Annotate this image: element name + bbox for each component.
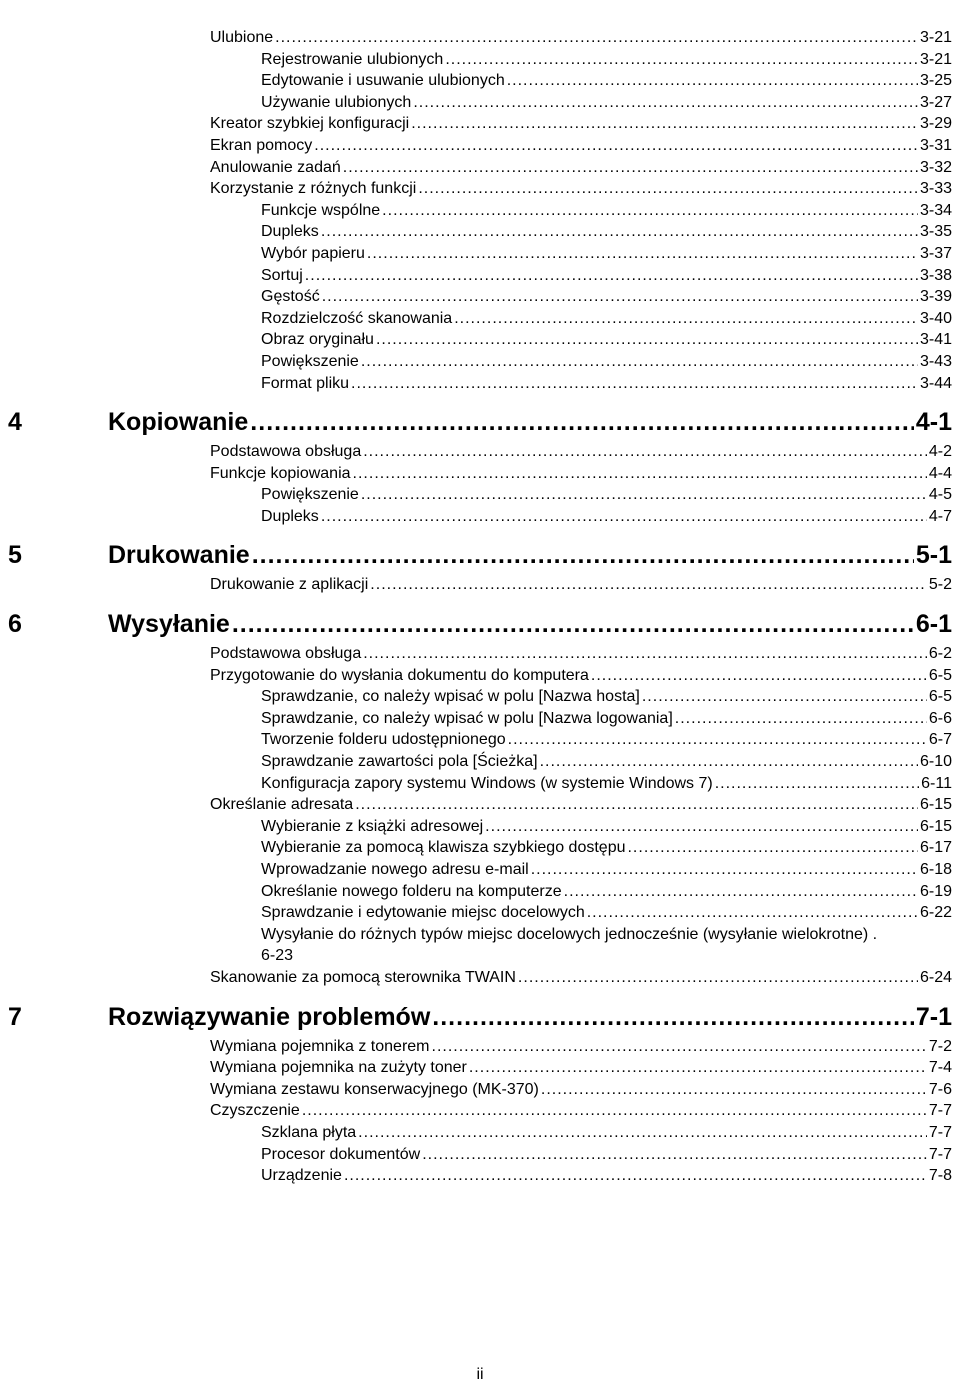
toc-entry[interactable]: [261, 243, 952, 265]
dot-leader: [418, 178, 918, 200]
chapter-title: Drukowanie: [108, 541, 250, 570]
toc-entry-page: 6-2: [928, 645, 952, 663]
toc-entry-page: 7-7: [928, 1102, 952, 1120]
toc-entry-page: 3-40: [919, 309, 952, 327]
toc-entry[interactable]: [261, 92, 952, 114]
toc-entry[interactable]: [210, 113, 952, 135]
toc-entry-page: 3-33: [919, 180, 952, 198]
toc-entry-page: 3-21: [919, 50, 952, 68]
dot-leader: [627, 837, 917, 859]
toc-entry-page: 7-8: [928, 1167, 952, 1185]
toc-entry-page: 3-44: [919, 374, 952, 392]
chapter-heading[interactable]: [8, 405, 952, 439]
toc-entry[interactable]: [261, 773, 952, 795]
toc-entry-page: 3-35: [919, 223, 952, 241]
toc-entry-page: 3-29: [919, 115, 952, 133]
toc-entry[interactable]: [210, 1079, 952, 1101]
dot-leader: [422, 1144, 927, 1166]
toc-entry-title: Rozdzielczość skanowania: [261, 309, 453, 327]
dot-leader: [314, 135, 918, 157]
toc-entry-page: 6-24: [919, 968, 952, 986]
dot-leader: [343, 157, 918, 179]
toc-entry-page: 6-10: [919, 753, 952, 771]
toc-entry-title: Sprawdzanie i edytowanie miejsc docelowych: [261, 904, 585, 922]
toc-entry-title: Sprawdzanie zawartości pola [Ścieżka]: [261, 753, 538, 771]
toc-entry-title: Ulubione: [210, 29, 274, 46]
chapter-number: 4: [8, 408, 22, 437]
toc-entry-title: Wprowadzanie nowego adresu e-mail: [261, 861, 529, 878]
dot-leader: [363, 441, 927, 463]
dot-leader: [344, 1165, 927, 1187]
toc-entry-page: 3-31: [919, 136, 952, 154]
dot-leader: [469, 1057, 927, 1079]
toc-entry-title: Obraz oryginału: [261, 331, 374, 349]
toc-entry-page: 3-21: [919, 29, 952, 46]
toc-entry[interactable]: [261, 881, 952, 903]
chapter-heading[interactable]: [8, 1000, 952, 1034]
toc-entry[interactable]: [261, 751, 952, 773]
toc-entry-page: 7-4: [928, 1059, 952, 1077]
toc-entry[interactable]: [210, 135, 952, 157]
toc-entry-title: Określanie adresata: [210, 796, 354, 814]
toc-entry-title: Przygotowanie do wysłania dokumentu do komputera: [210, 666, 589, 684]
dot-leader: [376, 329, 918, 351]
chapter-title: Wysyłanie: [108, 610, 230, 639]
dot-leader: [518, 967, 918, 989]
toc-entry-page: 6-5: [928, 666, 952, 684]
toc-entry[interactable]: [261, 373, 952, 395]
toc-entry[interactable]: [261, 708, 952, 730]
dot-leader: [305, 265, 918, 287]
toc-entry[interactable]: [210, 643, 952, 665]
toc-entry[interactable]: [261, 1122, 952, 1144]
toc-entry-page: 4-4: [928, 464, 952, 482]
toc-entry[interactable]: [210, 1036, 952, 1058]
toc-entry[interactable]: [210, 574, 952, 596]
toc-entry-page: 6-15: [919, 817, 952, 835]
toc-entry-title: Funkcje kopiowania: [210, 464, 351, 482]
toc-entry-page: 3-37: [919, 244, 952, 262]
toc-entry-page: 6-6: [928, 709, 952, 727]
toc-entry-title: Wymiana pojemnika na zużyty toner: [210, 1059, 467, 1077]
chapter-title: Rozwiązywanie problemów: [108, 1002, 431, 1031]
toc-entry-title: Korzystanie z różnych funkcji: [210, 180, 417, 198]
chapter-number: 5: [8, 541, 22, 570]
page-number: ii: [476, 1366, 484, 1383]
toc-entry-title: Sprawdzanie, co należy wpisać w polu [Nazwa logowania]: [261, 709, 673, 727]
dot-leader: [321, 506, 927, 528]
dot-leader: [432, 1000, 914, 1034]
toc-entry-page: 6-15: [919, 796, 952, 814]
toc-entry-page: 3-39: [919, 288, 952, 306]
toc-entry-title: Anulowanie zadań: [210, 158, 341, 176]
toc-entry[interactable]: [210, 1100, 952, 1122]
table-of-contents: [0, 27, 960, 1187]
dot-leader: [540, 751, 918, 773]
toc-entry[interactable]: [261, 924, 952, 967]
chapter-heading[interactable]: [8, 538, 952, 572]
toc-entry-title: Skanowanie za pomocą sterownika TWAIN: [210, 968, 516, 986]
toc-entry-page: 7-6: [928, 1080, 952, 1098]
toc-entry[interactable]: [210, 27, 952, 49]
dot-leader: [353, 463, 927, 485]
toc-entry-title: Używanie ulubionych: [261, 93, 412, 111]
toc-entry[interactable]: [261, 329, 952, 351]
dot-leader: [564, 881, 918, 903]
dot-leader: [361, 351, 918, 373]
toc-entry[interactable]: [261, 221, 952, 243]
toc-entry-title: Wymiana zestawu konserwacyjnego (MK-370): [210, 1080, 539, 1098]
toc-entry-page: 7-7: [928, 1145, 952, 1163]
toc-entry[interactable]: [210, 157, 952, 179]
dot-leader: [541, 1079, 927, 1101]
toc-entry[interactable]: [261, 351, 952, 373]
toc-entry-title: Procesor dokumentów: [261, 1145, 421, 1163]
toc-entry-title: Wybieranie z książki adresowej: [261, 817, 484, 835]
dot-leader: [507, 70, 918, 92]
dot-leader: [432, 1036, 927, 1058]
toc-entry[interactable]: [210, 665, 952, 687]
toc-entry[interactable]: [261, 70, 952, 92]
dot-leader: [413, 92, 918, 114]
toc-entry-title: Dupleks: [261, 223, 319, 241]
toc-entry[interactable]: [261, 308, 952, 330]
toc-entry[interactable]: [261, 1165, 952, 1187]
toc-entry[interactable]: [210, 1057, 952, 1079]
dot-leader: [355, 794, 918, 816]
toc-entry[interactable]: [261, 859, 952, 881]
toc-entry[interactable]: [261, 200, 952, 222]
toc-entry[interactable]: [261, 484, 952, 506]
toc-entry-page: 4-2: [928, 443, 952, 461]
toc-entry-page: 6-7: [928, 731, 952, 749]
dot-leader: [351, 373, 918, 395]
toc-entry-title: Kreator szybkiej konfiguracji: [210, 115, 410, 133]
toc-entry-title: Funkcje wspólne: [261, 201, 381, 219]
toc-entry-page: 3-27: [919, 93, 952, 111]
chapter-number: 7: [8, 1002, 22, 1031]
dot-leader: [382, 200, 918, 222]
toc-entry[interactable]: [210, 178, 952, 200]
toc-entry[interactable]: [261, 686, 952, 708]
toc-entry-title: Wybieranie za pomocą klawisza szybkiego dostępu: [261, 839, 626, 857]
toc-entry[interactable]: [261, 1144, 952, 1166]
chapter-page: 4-1: [915, 408, 952, 437]
toc-entry-page: 6-5: [928, 688, 952, 706]
toc-entry-page: 6-17: [919, 839, 952, 857]
dot-leader: [675, 708, 927, 730]
chapter-title: Kopiowanie: [108, 408, 249, 437]
toc-entry-title: Podstawowa obsługa: [210, 645, 362, 663]
toc-entry-page: 7-7: [928, 1123, 952, 1141]
toc-entry-page: 6-19: [919, 882, 952, 900]
toc-entry-title: Określanie nowego folderu na komputerze: [261, 882, 562, 900]
toc-entry[interactable]: [210, 967, 952, 989]
dot-leader: [485, 816, 918, 838]
toc-entry-title: Powiększenie: [261, 486, 359, 504]
dot-leader: [358, 1122, 927, 1144]
chapter-heading[interactable]: [8, 607, 952, 641]
toc-entry-title: Rejestrowanie ulubionych: [261, 50, 444, 68]
dot-leader: [591, 665, 927, 687]
toc-entry[interactable]: [261, 265, 952, 287]
dot-leader: [252, 538, 914, 572]
toc-entry-title: Sprawdzanie, co należy wpisać w polu [Nazwa hosta]: [261, 688, 640, 706]
dot-leader: [361, 484, 927, 506]
dot-leader: [715, 773, 919, 795]
toc-entry-title: Szklana płyta: [261, 1123, 357, 1141]
toc-entry-title: Sortuj: [261, 266, 303, 284]
dot-leader: [250, 405, 914, 439]
chapter-page: 6-1: [915, 610, 952, 639]
dot-leader: [445, 49, 918, 71]
toc-entry-page: 5-2: [928, 576, 952, 594]
toc-entry-page: 4-7: [928, 507, 952, 525]
chapter-page: 7-1: [915, 1002, 952, 1031]
toc-entry[interactable]: [261, 902, 952, 924]
dot-leader: [587, 902, 918, 924]
toc-entry-page: 6-22: [919, 904, 952, 922]
dot-leader: [367, 243, 918, 265]
toc-entry[interactable]: [210, 463, 952, 485]
toc-entry[interactable]: [210, 441, 952, 463]
toc-entry[interactable]: [261, 837, 952, 859]
toc-entry-title: Dupleks: [261, 507, 319, 525]
toc-entry-title: Wybór papieru: [261, 244, 365, 262]
dot-leader: [531, 859, 918, 881]
dot-leader: [275, 27, 918, 49]
dot-leader: [321, 221, 918, 243]
toc-entry[interactable]: [261, 49, 952, 71]
toc-entry-page: 6-23: [261, 947, 294, 965]
toc-entry[interactable]: [210, 794, 952, 816]
toc-entry[interactable]: [261, 816, 952, 838]
toc-entry-title: Tworzenie folderu udostępnionego: [261, 731, 506, 749]
dot-leader: [508, 729, 927, 751]
toc-entry-page: 7-2: [928, 1037, 952, 1055]
toc-entry-page: 6-18: [919, 861, 952, 878]
toc-entry[interactable]: [261, 506, 952, 528]
dot-leader: [454, 308, 918, 330]
toc-entry[interactable]: [261, 729, 952, 751]
dot-leader: [232, 607, 914, 641]
toc-entry-page: 3-38: [919, 266, 952, 284]
chapter-page: 5-1: [915, 541, 952, 570]
toc-entry-title: Gęstość: [261, 288, 320, 306]
toc-entry[interactable]: [261, 286, 952, 308]
toc-entry-title: Konfiguracja zapory systemu Windows (w systemie Windows 7): [261, 774, 713, 792]
dot-leader: [322, 286, 918, 308]
toc-entry-title: Wymiana pojemnika z tonerem: [210, 1037, 430, 1055]
toc-entry-title: Urządzenie: [261, 1167, 342, 1185]
toc-entry-page: 6-11: [921, 774, 952, 792]
toc-entry-title: Powiększenie: [261, 352, 359, 370]
toc-entry-page: 3-43: [919, 352, 952, 370]
toc-entry-page: 3-32: [919, 158, 952, 176]
toc-entry-page: 3-25: [919, 72, 952, 90]
toc-entry-title: Ekran pomocy: [210, 136, 313, 154]
toc-entry-page: 4-5: [928, 486, 952, 504]
dot-leader: [302, 1100, 927, 1122]
toc-entry-page: 3-41: [919, 331, 952, 349]
toc-entry-title: Czyszczenie: [210, 1102, 300, 1120]
chapter-number: 6: [8, 610, 22, 639]
dot-leader: [370, 574, 927, 596]
toc-entry-title: Wysyłanie do różnych typów miejsc docelowych jednocześnie (wysyłanie wielokrotne) .: [261, 925, 878, 943]
toc-entry-title: Format pliku: [261, 374, 350, 392]
dot-leader: [363, 643, 927, 665]
toc-entry-title: Podstawowa obsługa: [210, 443, 362, 461]
dot-leader: [411, 113, 918, 135]
toc-entry-title: Edytowanie i usuwanie ulubionych: [261, 72, 505, 90]
dot-leader: [642, 686, 927, 708]
toc-entry-page: 3-34: [919, 201, 952, 219]
toc-entry-title: Drukowanie z aplikacji: [210, 576, 369, 594]
